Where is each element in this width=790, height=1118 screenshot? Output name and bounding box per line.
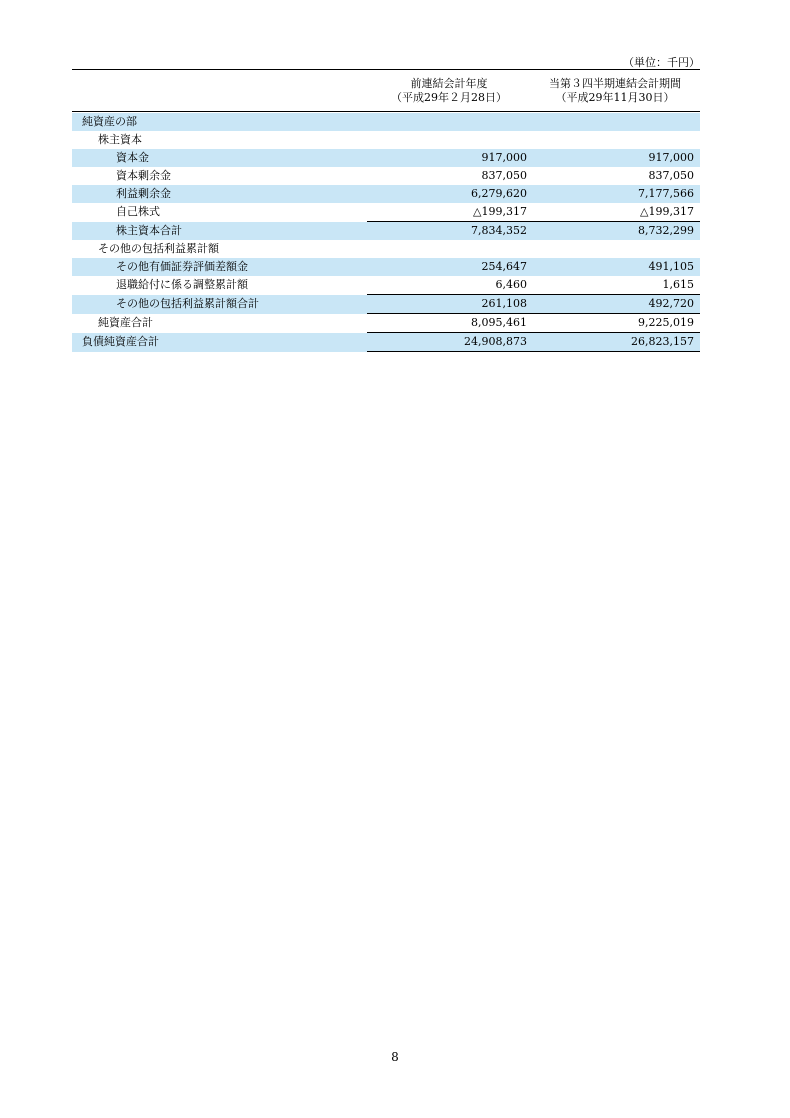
- prior-year-value: [367, 131, 533, 149]
- table-row: [72, 240, 700, 258]
- current-quarter-value: △199,317: [640, 205, 694, 218]
- prior-year-value: 917,000: [367, 149, 533, 167]
- current-quarter-value: [533, 113, 700, 131]
- column-header-title: 当第３四半期連結会計期間: [549, 77, 681, 90]
- current-quarter-value: 491,105: [533, 258, 700, 276]
- row-label: 株主資本合計: [72, 222, 367, 241]
- prior-year-value: [367, 240, 533, 258]
- column-header-prior-year: [364, 77, 534, 105]
- current-quarter-value: 26,823,157: [533, 333, 700, 352]
- row-label: 資本剰余金: [116, 169, 171, 182]
- row-label: 自己株式: [116, 205, 160, 219]
- column-header-date: （平成29年２月28日）: [391, 91, 507, 104]
- row-label: 純資産合計: [98, 316, 153, 329]
- row-label: その他有価証券評価差額金: [72, 258, 367, 276]
- row-label: その他の包括利益累計額合計: [72, 295, 367, 314]
- table-row: [72, 276, 700, 295]
- prior-year-value: 254,647: [367, 258, 533, 276]
- column-header-title: 前連結会計年度: [410, 77, 488, 90]
- current-quarter-value: 492,720: [533, 295, 700, 314]
- table-row-grand-total: [72, 333, 700, 352]
- table-row: [72, 258, 700, 276]
- table-row-subtotal: [72, 222, 700, 241]
- prior-year-value: 837,050: [481, 169, 527, 182]
- prior-year-value: 6,460: [495, 278, 527, 291]
- page-number: 8: [391, 1050, 399, 1064]
- current-quarter-value: [533, 240, 700, 258]
- row-label: 利益剰余金: [72, 185, 367, 203]
- current-quarter-value: 9,225,019: [533, 314, 700, 333]
- current-quarter-value: 7,177,566: [533, 185, 700, 203]
- current-quarter-value: 1,615: [662, 278, 694, 291]
- row-label: 純資産の部: [72, 113, 367, 131]
- table-row: [72, 203, 700, 222]
- top-rule: [72, 69, 700, 70]
- row-label: 退職給付に係る調整累計額: [116, 278, 248, 292]
- current-quarter-value: 917,000: [533, 149, 700, 167]
- prior-year-value: △199,317: [473, 205, 527, 218]
- table-row: [72, 131, 700, 149]
- table-row-total: [72, 314, 700, 333]
- prior-year-value: [367, 113, 533, 131]
- current-quarter-value: 837,050: [648, 169, 694, 182]
- table-row: [72, 149, 700, 167]
- balance-sheet-table: [72, 113, 700, 352]
- prior-year-value: 8,095,461: [367, 314, 533, 333]
- header-rule: [72, 111, 700, 112]
- column-header-current-quarter: [530, 77, 700, 105]
- column-header-date: （平成29年11月30日）: [555, 91, 675, 104]
- row-label: 負債純資産合計: [72, 333, 367, 352]
- prior-year-value: 261,108: [367, 295, 533, 314]
- table-row-subtotal: [72, 295, 700, 314]
- unit-label: （単位：千円）: [623, 56, 700, 69]
- table-row: [72, 167, 700, 185]
- table-row: [72, 113, 700, 131]
- prior-year-value: 6,279,620: [367, 185, 533, 203]
- row-label: 資本金: [72, 149, 367, 167]
- current-quarter-value: 8,732,299: [533, 222, 700, 241]
- prior-year-value: 24,908,873: [367, 333, 533, 352]
- row-label: 株主資本: [98, 133, 142, 146]
- prior-year-value: 7,834,352: [367, 222, 533, 241]
- table-row: [72, 185, 700, 203]
- current-quarter-value: [533, 131, 700, 149]
- row-label: その他の包括利益累計額: [98, 242, 219, 255]
